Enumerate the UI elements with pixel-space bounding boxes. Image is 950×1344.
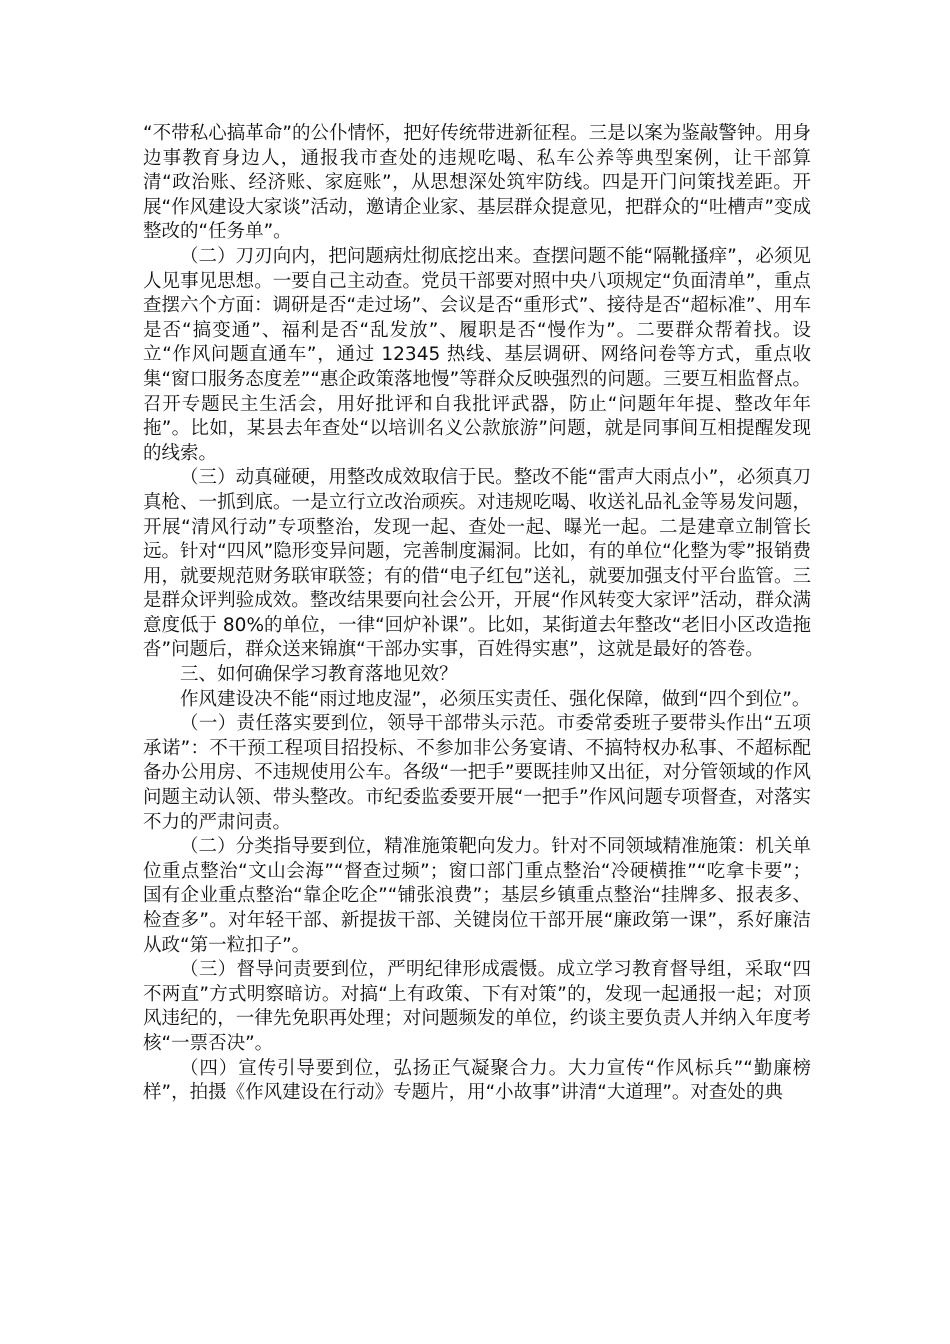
paragraph-section-2-2: （二）刀刃向内，把问题病灶彻底挖出来。查摆问题不能“隔靴搔痒”，必须见人见事见思想。一要自己主动查。党员干部要对照中央八项规定“负面清单”，重点查摆六个方面：调研是否“走过场”、会议是否“重形式”、接待是否“超标准”、用车是否“搞变通”、福利是否“乱发放”、履职是否“慢作为”。二要群众帮着找。设立“作风问题直通车”，通过 12345 热线、基层调研、网络问卷等方式，重点收集“窗口服务态度差”“惠企政策落地慢”等群众反映强烈的问题。三要互相监督点。召开专题民主生活会，用好批评和自我批评武器，防止“问题年年提、整改年年拖”。比如，某县去年查处“以培训名义公款旅游”问题，就是同事间互相提醒发现的线索。: [143, 245, 812, 464]
paragraph-section-3-4: （四）宣传引导要到位，弘扬正气凝聚合力。大力宣传“作风标兵”“勤廉榜样”，拍摄《作风建设在行动》专题片，用“小故事”讲清“大道理”。对查处的典: [143, 1057, 811, 1104]
paragraph-section-3-intro: 作风建设决不能“雨过地皮湿”，必须压实责任、强化保障，做到“四个到位”。: [180, 688, 811, 710]
document-body: [143, 122, 811, 1106]
paragraph-section-3-1: （一）责任落实要到位，领导干部带头示范。市委常委班子要带头作出“五项承诺”：不干预工程项目招投标、不参加非公务宴请、不搞特权办私事、不超标配备办公用房、不违规使用公车。各级“一把手”要既挂帅又出征，对分管领域的作风问题主动认领、带头整改。市纪委监委要开展“一把手”作风问题专项督查，对落实不力的严肃问责。: [143, 713, 811, 833]
paragraph-continuation: “不带私心搞革命”的公仆情怀，把好传统带进新征程。三是以案为鉴敲警钟。用身边事教育身边人，通报我市查处的违规吃喝、私车公养等典型案例，让干部算清“政治账、经济账、家庭账”，从思想深处筑牢防线。四是开门问策找差距。开展“作风建设大家谈”活动，邀请企业家、基层群众提意见，把群众的“吐槽声”变成整改的“任务单”。: [143, 123, 811, 243]
paragraph-section-3-2: （二）分类指导要到位，精准施策靶向发力。针对不同领域精准施策：机关单位重点整治“文山会海”“督查过频”；窗口部门重点整治“冷硬横推”“吃拿卡要”；国有企业重点整治“靠企吃企”“铺张浪费”；基层乡镇重点整治“挂牌多、报表多、检查多”。对年轻干部、新提拔干部、关键岗位干部开展“廉政第一课”，系好廉洁从政“第一粒扣子”。: [143, 836, 811, 956]
paragraph-section-2-3: （三）动真碰硬，用整改成效取信于民。整改不能“雷声大雨点小”，必须真刀真枪、一抓到底。一是立行立改治顽疾。对违规吃喝、收送礼品礼金等易发问题，开展“清风行动”专项整治，发现一起、查处一起、曝光一起。二是建章立制管长远。针对“四风”隐形变异问题，完善制度漏洞。比如，有的单位“化整为零”报销费用，就要规范财务联审联签；有的借“电子红包”送礼，就要加强支付平台监管。三是群众评判验成效。整改结果要向社会公开，开展“作风转变大家评”活动，群众满意度低于 80%的单位，一律“回炉补课”。比如，某街道去年整改“老旧小区改造拖沓”问题后，群众送来锦旗“干部办实事，百姓得实惠”，这就是最好的答卷。: [143, 467, 811, 661]
paragraph-section-3-3: （三）督导问责要到位，严明纪律形成震慑。成立学习教育督导组，采取“四不两直”方式明察暗访。对搞“上有政策、下有对策”的，发现一起通报一起；对顶风违纪的，一律先免职再处理；对问题频发的单位，约谈主要负责人并纳入年度考核“一票否决”。: [143, 959, 811, 1054]
section-heading-3: 三、如何确保学习教育落地见效？: [180, 664, 458, 686]
